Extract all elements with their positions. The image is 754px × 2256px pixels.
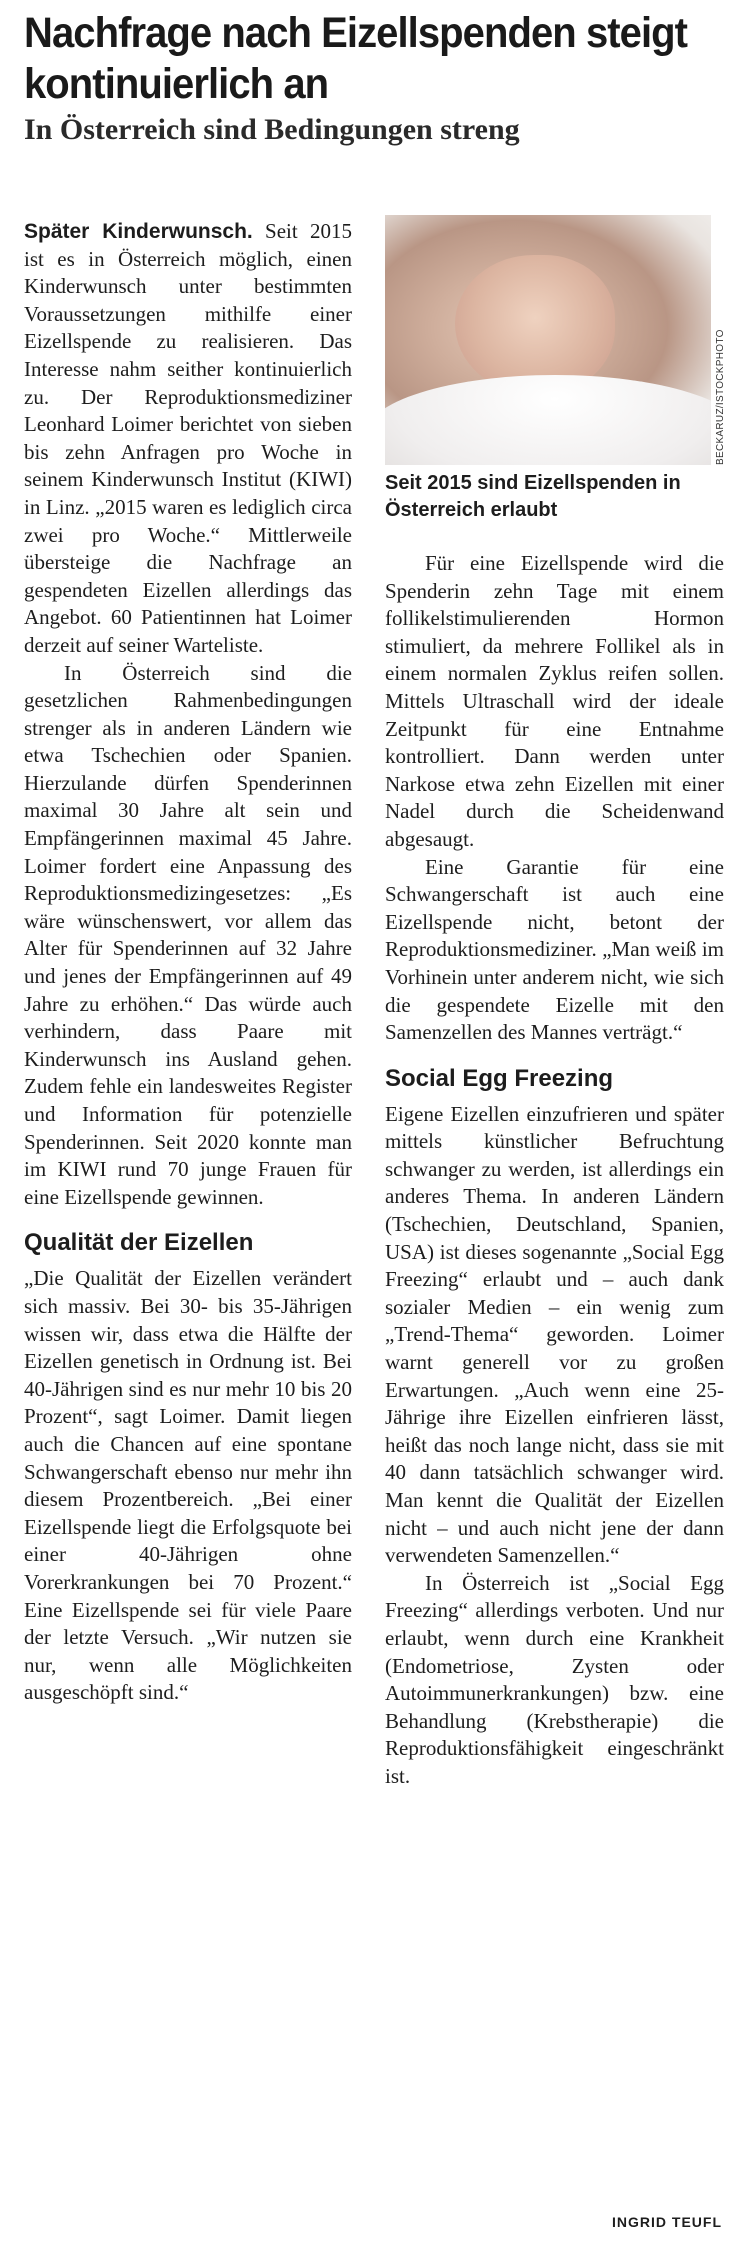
paragraph-5: Eine Garantie für eine Schwangerschaft ist auch eine Eizellspende nicht, betont der Reproduktionsmediziner. „Man weiß im Vorhinein unter anderem nicht, wie sich die gespendete Eizelle mit den Samenzellen des Mannes verträgt.“ (385, 854, 724, 1045)
paragraph-2: In Österreich sind die gesetzlichen Rahmenbedingungen strenger als in anderen Ländern wie etwa Tschechien oder Spanien. Hierzulande dürfen Spenderinnen maximal 30 Jahre alt sein und Empfängerinnen maximal 45 Jahre. Loimer fordert eine Anpassung des Reproduktionsmedizingesetzes: „Es wäre wünschenswert, vor allem das Alter für Spenderinnen auf 32 Jahre und jenes der Empfängerinnen auf 49 Jahre zu erhöhen.“ Das würde auch verhindern, dass Paare mit Kinderwunsch ins Ausland gehen. Zudem fehle ein landesweites Register und Information für potenzielle Spenderinnen. Seit 2020 konnte man im KIWI rund 70 junge Frauen für eine Eizellspende gewinnen. (24, 660, 352, 1209)
photo-credit (714, 215, 728, 465)
paragraph-1-text: Seit 2015 ist es in Österreich möglich, einen Kinderwunsch unter bestimmten Voraussetzungen mithilfe einer Eizellspende zu realisieren. Das Interesse nahm seither kontinuierlich zu. Der Reproduktionsmediziner Leonhard Loimer berichtet von sieben bis zehn Anfragen pro Woche in seinem Kinderwunsch Institut (KIWI) in Linz. „2015 waren es lediglich circa zwei pro Woche.“ Mittlerweile übersteige die Nachfrage an gespendeten Eizellen allerdings das Angebot. 60 Patientinnen hat Loimer derzeit auf seiner Warteliste. (24, 219, 353, 657)
paragraph-4: Für eine Eizellspende wird die Spenderin zehn Tage mit einem follikelstimulierenden Hormon stimuliert, da mehrere Follikel als in einem normalen Zyklus reifen sollen. Mittels Ultraschall wird der ideale Zeitpunkt für eine Entnahme kontrolliert. Dann werden unter Narkose etwa zehn Eizellen mit einer Nadel durch die Scheidenwand abgesaugt. (385, 551, 724, 851)
article-column-right (385, 550, 724, 1791)
photo-credit-text: BECKARUZ/ISTOCKPHOTO (715, 329, 726, 465)
subheadline: In Österreich sind Bedingungen streng (24, 113, 520, 146)
section-heading-freezing: Social Egg Freezing (385, 1064, 614, 1092)
baby-face-shape (455, 255, 615, 395)
paragraph-6: Eigene Eizellen einzufrieren und später mittels künstlicher Befruchtung schwanger zu werden, ist allerdings ein anderes Thema. In anderen Ländern (Tschechien, Deutschland, Spanien, USA) ist dieses sogenannte „Social Egg Freezing“ erlaubt und – auch dank sozialer Medien – ein wenig zum „Trend-Thema“ geworden. Loimer warnt generell vor zu großen Erwartungen. „Auch wenn eine 25-Jährige ihre Eizellen einfrieren lässt, heißt das noch lange nicht, dass sie mit 40 dann tatsächlich schwanger wird. Man kennt die Qualität der Eizellen nicht – und auch nicht jene der dann verwendeten Samenzellen.“ (385, 1101, 724, 1568)
intro-runin: Später Kinderwunsch. (24, 220, 253, 243)
headline: Nachfrage nach Eizellspenden steigt kontinuierlich an (24, 9, 688, 108)
author-byline: INGRID TEUFL (612, 2214, 722, 2230)
paragraph-7: In Österreich ist „Social Egg Freezing“ allerdings verboten. Und nur erlaubt, wenn durch eine Krankheit (Endometriose, Zysten oder Autoimmunerkrankungen) bzw. eine Behandlung (Krebstherapie) die Reproduktionsfähigkeit eingeschränkt ist. (385, 1570, 724, 1788)
blanket-shape (385, 375, 711, 465)
intro-paragraph (24, 218, 352, 660)
article-column-left (24, 218, 352, 1707)
photo-caption: Seit 2015 sind Eizellspenden in Österreich erlaubt (385, 472, 681, 521)
paragraph-3: „Die Qualität der Eizellen verändert sich massiv. Bei 30- bis 35-Jährigen wissen wir, dass etwa die Hälfte der Eizellen genetisch in Ordnung ist. Bei 40-Jährigen sind es nur mehr 10 bis 20 Prozent“, sagt Loimer. Damit liegen auch die Chancen auf eine spontane Schwangerschaft ebenso nur mehr ihn diesem Prozentbereich. „Bei einer Eizellspende liegt die Erfolgsquote bei einer 40-Jährigen ohne Vorerkrankungen bei 70 Prozent.“ Eine Eizellspende sei für viele Paare der letzte Versuch. „Wir nutzen sie nur, wenn alle Möglichkeiten ausgeschöpft sind.“ (24, 1266, 352, 1705)
section-heading-quality: Qualität der Eizellen (24, 1229, 254, 1257)
newborn-baby-photo (385, 215, 711, 465)
